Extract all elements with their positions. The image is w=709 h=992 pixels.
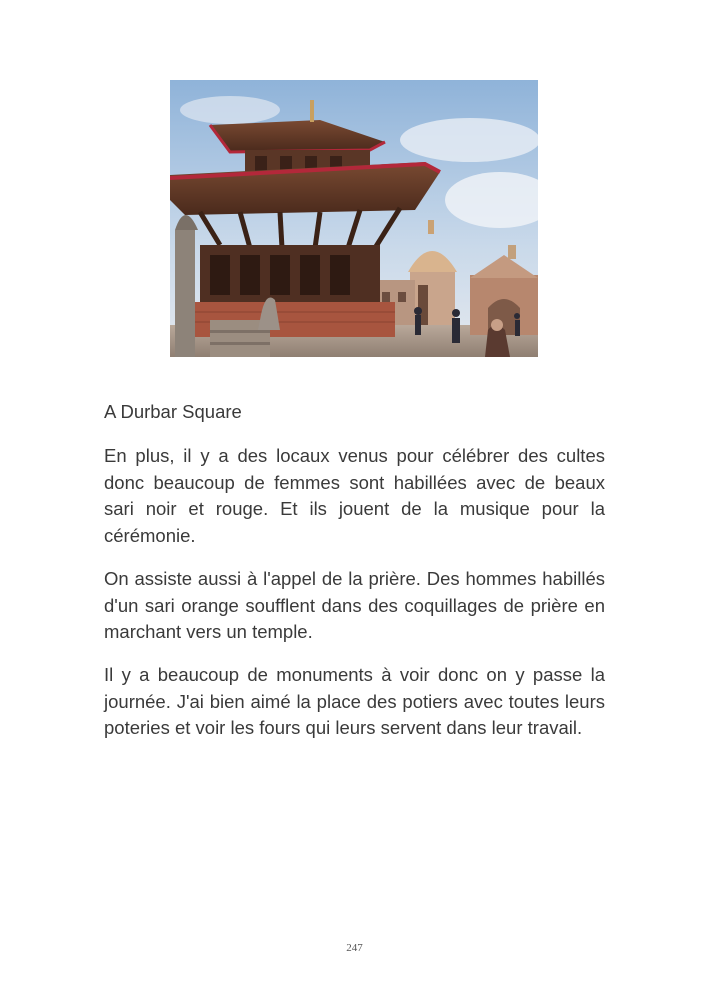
paragraph-text: Il y a beaucoup de monuments à voir donc on y passe la journée. J'ai bien aimé la place des potiers avec toutes leurs poteries et voir les fours qui leurs servent dans leur travail. — [104, 664, 605, 738]
paragraph-2 — [104, 566, 605, 646]
paragraph-text: On assiste aussi à l'appel de la prière. Des hommes habillés d'un sari orange soufflent dans des coquillages de prière en marchant vers un temple. — [104, 568, 605, 642]
temple-photo-illustration — [170, 80, 538, 357]
paragraph-1 — [104, 443, 605, 549]
temple-photo — [170, 80, 538, 357]
paragraph-text: En plus, il y a des locaux venus pour célébrer des cultes donc beaucoup de femmes sont habillées avec de beaux sari noir et rouge. Et ils jouent de la musique pour la cérémonie. — [104, 445, 605, 546]
page-number: 247 — [346, 942, 363, 954]
paragraph-3 — [104, 662, 605, 742]
photo-caption: A Durbar Square — [104, 401, 242, 422]
